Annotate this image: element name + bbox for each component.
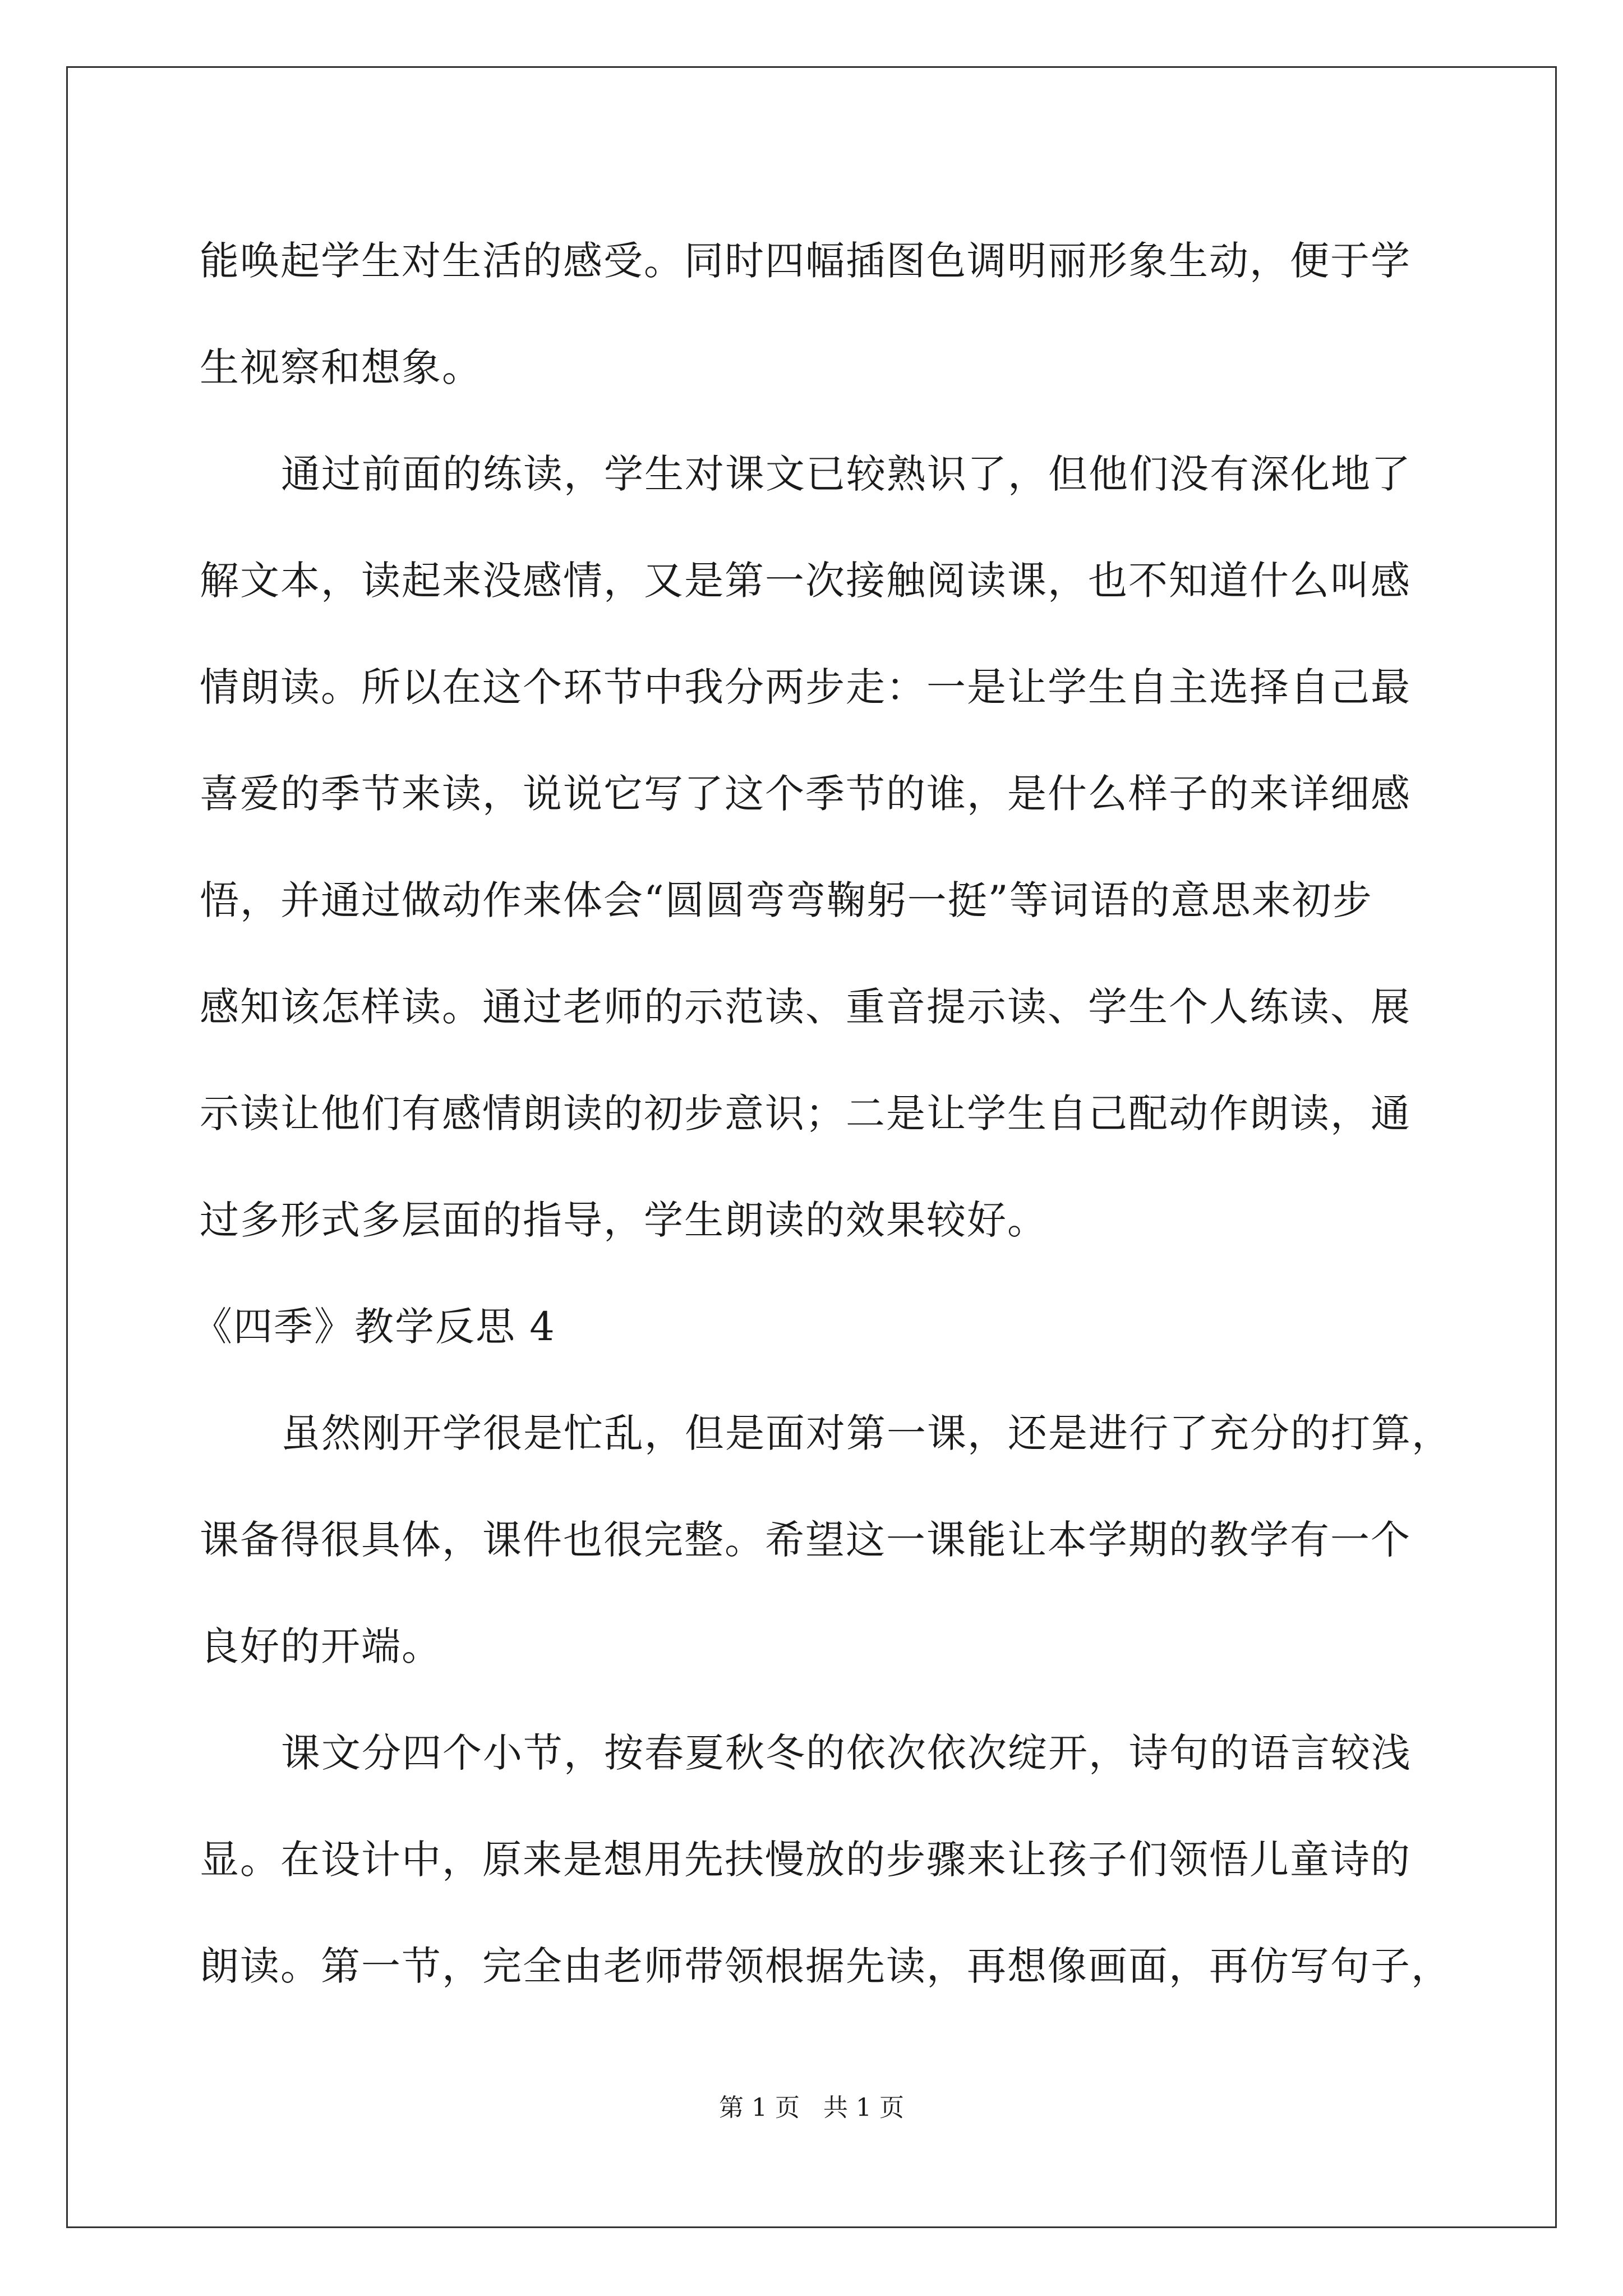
paragraph-line: 感知该怎样读。通过老师的示范读、重音提示读、学生个人练读、展	[200, 984, 1411, 1030]
paragraph-line: 喜爱的季节来读，说说它写了这个季节的谁，是什么样子的来详细感	[200, 771, 1411, 817]
paragraph-line: 过多形式多层面的指导，学生朗读的效果较好。	[200, 1197, 1048, 1243]
paragraph-line: 生视察和想象。	[200, 344, 482, 390]
document-body	[193, 208, 1452, 2019]
paragraph-line: 良好的开端。	[200, 1623, 442, 1669]
paragraph-line: 能唤起学生对生活的感受。同时四幅插图色调明丽形象生动，便于学	[200, 238, 1411, 284]
paragraph-line: 悟，并通过做动作来体会“圆圆弯弯鞠躬一挺”等词语的意思来初步	[200, 877, 1373, 923]
section-heading: 《四季》教学反思 4	[193, 1304, 556, 1350]
paragraph-line: 课文分四个小节，按春夏秋冬的依次依次绽开，诗句的语言较浅	[281, 1730, 1412, 1776]
paragraph-line: 示读让他们有感情朗读的初步意识；二是让学生自己配动作朗读，通	[200, 1091, 1411, 1137]
paragraph-line: 朗读。第一节，完全由老师带领根据先读，再想像画面，再仿写句子，	[200, 1943, 1451, 1989]
paragraph-line: 课备得很具体，课件也很完整。希望这一课能让本学期的教学有一个	[200, 1517, 1411, 1563]
paragraph-line: 通过前面的练读，学生对课文已较熟识了，但他们没有深化地了	[281, 451, 1412, 497]
paragraph-line: 虽然刚开学很是忙乱，但是面对第一课，还是进行了充分的打算，	[281, 1410, 1452, 1456]
paragraph-line: 解文本，读起来没感情，又是第一次接触阅读课，也不知道什么叫感	[200, 558, 1411, 604]
paragraph-line: 情朗读。所以在这个环节中我分两步走：一是让学生自主选择自己最	[200, 664, 1411, 710]
paragraph-line: 显。在设计中，原来是想用先扶慢放的步骤来让孩子们领悟儿童诗的	[200, 1837, 1411, 1883]
page-number-footer: 第 1 页 共 1 页	[719, 2093, 904, 2122]
